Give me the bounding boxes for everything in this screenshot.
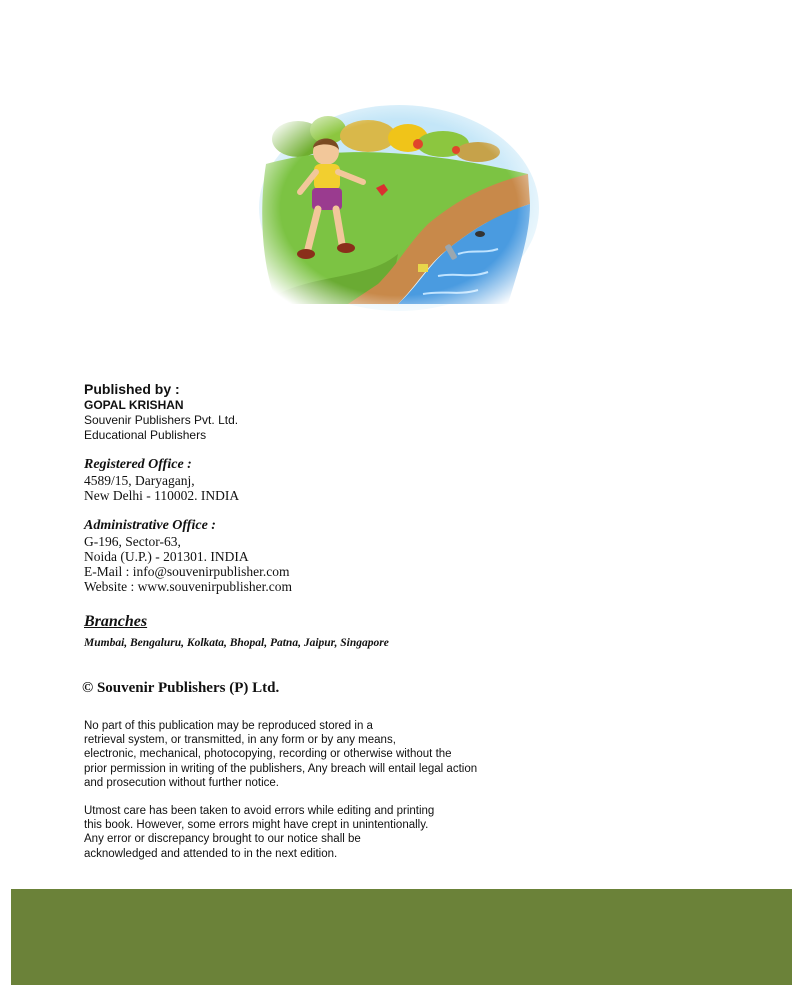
admin-address-line: G-196, Sector-63, bbox=[84, 534, 181, 549]
branches-heading: Branches bbox=[84, 613, 148, 630]
notice-line: electronic, mechanical, photocopying, recording or otherwise without the bbox=[84, 748, 452, 761]
registered-address-line: 4589/15, Daryaganj, bbox=[84, 473, 195, 488]
publisher-name: GOPAL KRISHAN bbox=[84, 398, 184, 412]
disclaimer-line: this book. However, some errors might have crept in unintentionally. bbox=[84, 819, 429, 832]
vignette bbox=[258, 104, 540, 312]
notice-line: No part of this publication may be reproduced stored in a bbox=[84, 720, 373, 732]
errors-disclaimer bbox=[84, 804, 434, 861]
boy-littering-river-illustration bbox=[258, 104, 540, 312]
disclaimer-line: Utmost care has been taken to avoid errors while editing and printing bbox=[84, 805, 435, 817]
branches-list: Mumbai, Bengaluru, Kolkata, Bhopal, Patna, Jaipur, Singapore bbox=[84, 637, 389, 649]
admin-office-block bbox=[84, 518, 292, 594]
admin-address-line: Noida (U.P.) - 201301. INDIA bbox=[84, 549, 249, 564]
disclaimer-line: Any error or discrepancy brought to our notice shall be bbox=[84, 833, 361, 846]
copyright-notice: © Souvenir Publishers (P) Ltd. bbox=[82, 680, 280, 696]
registered-office-block bbox=[84, 457, 239, 503]
publisher-type: Educational Publishers bbox=[84, 428, 207, 442]
publisher-company: Souvenir Publishers Pvt. Ltd. bbox=[84, 413, 239, 427]
admin-website: Website : www.souvenirpublisher.com bbox=[84, 579, 293, 594]
registered-office-heading: Registered Office : bbox=[84, 457, 192, 472]
registered-address-line: New Delhi - 110002. INDIA bbox=[84, 488, 240, 503]
notice-line: prior permission in writing of the publishers, Any breach will entail legal action bbox=[84, 762, 478, 775]
reproduction-notice bbox=[84, 719, 477, 790]
branches-block bbox=[84, 612, 389, 650]
notice-line: and prosecution without further notice. bbox=[84, 776, 279, 789]
notice-line: retrieval system, or transmitted, in any form or by any means, bbox=[84, 734, 396, 747]
publisher-block bbox=[84, 381, 238, 443]
footer-band bbox=[11, 889, 792, 985]
admin-email: E-Mail : info@souvenirpublisher.com bbox=[84, 564, 290, 579]
disclaimer-line: acknowledged and attended to in the next edition. bbox=[84, 847, 338, 860]
published-by-heading: Published by : bbox=[84, 381, 180, 397]
admin-office-heading: Administrative Office : bbox=[84, 518, 216, 533]
